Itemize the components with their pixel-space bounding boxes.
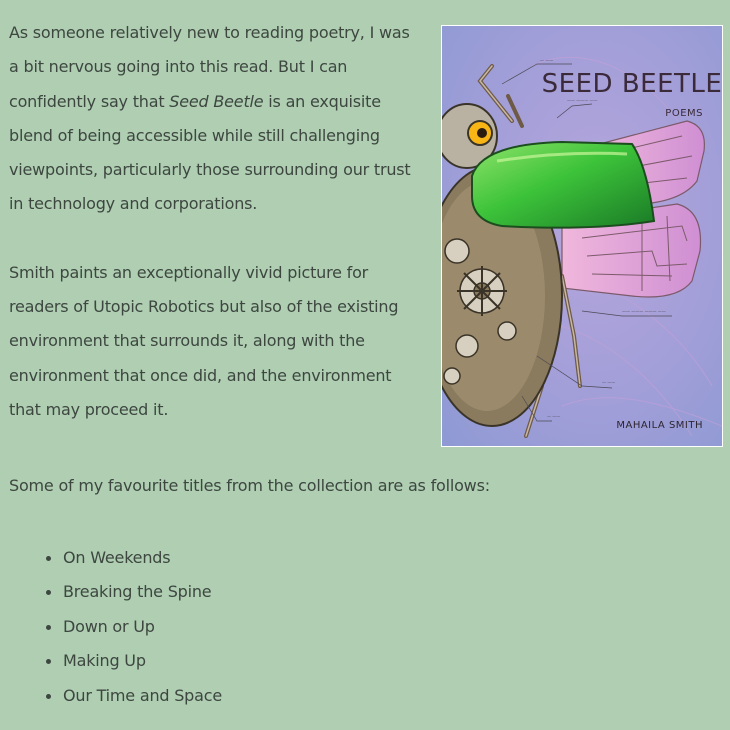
list-item [9, 575, 222, 609]
list-item-label: Making Up [63, 651, 146, 671]
svg-text:— ——: — —— [602, 380, 616, 385]
favourites-list [9, 541, 222, 713]
list-item [9, 610, 222, 644]
list-item-label: On Weekends [63, 548, 171, 567]
favourites-intro: Some of my favourite titles from the collection are as follows: [9, 476, 490, 495]
cover-subtitle: POEMS [665, 108, 703, 119]
bullet-icon [46, 659, 51, 664]
review-paragraph-1 [9, 16, 415, 222]
list-item-label: Our Time and Space [63, 685, 222, 705]
list-item [9, 644, 222, 678]
review-paragraph-2: Smith paints an exceptionally vivid picture for readers of Utopic Robotics but also of the existing environment that surrounds it, along with the environment that once did, and the environment that may proceed it. [9, 262, 399, 419]
bullet-icon [46, 556, 51, 561]
list-item [9, 541, 222, 575]
seed-beetle-cover-art [442, 26, 722, 446]
svg-text:— ——: — —— [540, 58, 554, 63]
list-item-label: Down or Up [63, 616, 155, 636]
cover-author: MAHAILA SMITH [616, 420, 703, 431]
svg-text:— ——: — —— [547, 414, 561, 419]
list-item [9, 679, 222, 713]
book-cover-image [441, 25, 723, 447]
review-content [9, 16, 723, 705]
bullet-icon [46, 625, 51, 630]
paragraph1-text-post: is an exquisite blend of being accessible while still challenging viewpoints, particularly those surrounding our trust in technology and corporations. [9, 91, 411, 214]
svg-text:—— ——— ——— ——: —— ——— ——— —— [622, 309, 666, 314]
paragraph1-text-pre: As someone relatively new to reading poetry, I was a bit nervous going into this read. But I can confidently say that [9, 23, 410, 111]
svg-text:—— ——— ——: —— ——— —— [567, 98, 598, 103]
list-item-label: Breaking the Spine [63, 582, 212, 602]
book-title-italic: Seed Beetle [169, 91, 264, 111]
bullet-icon [46, 590, 51, 595]
bullet-icon [46, 694, 51, 699]
cover-title: SEED BEETLE [541, 69, 722, 99]
